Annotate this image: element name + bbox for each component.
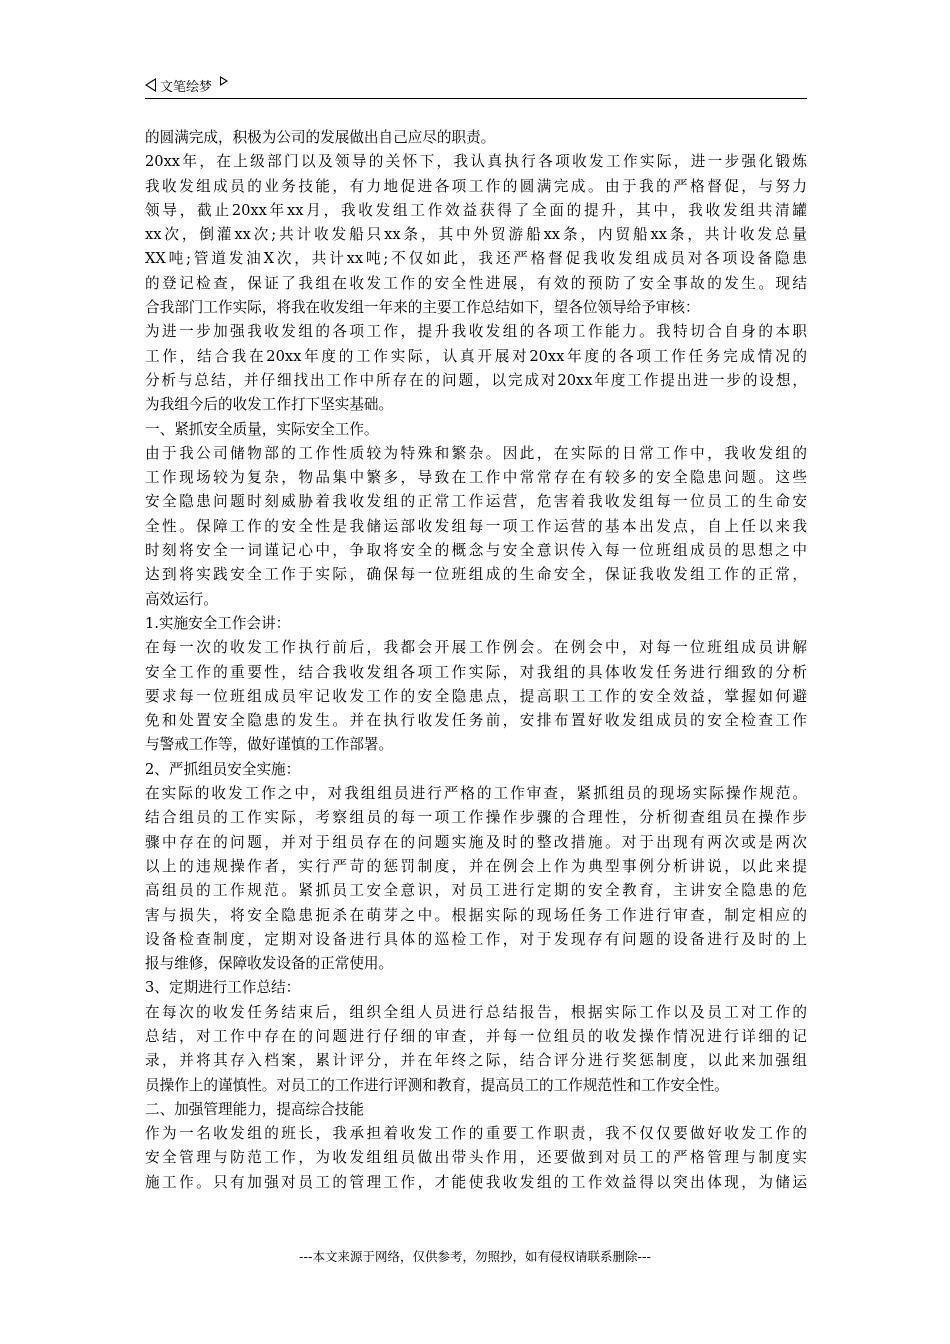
text-line: 录，并将其存入档案，累计评分，并在年终之际，结合评分进行奖惩制度，以此来加强组 — [145, 1052, 807, 1070]
text-line: 结合组员的工作实际，考察组员的每一项工作操作步骤的合理性，分析彻查组员在操作步 — [145, 809, 807, 827]
text-line: 全性。保障工作的安全性是我储运部收发组每一项工作运营的基本出发点，自上任以来我 — [145, 517, 807, 535]
text-line: 在每一次的收发工作执行前后，我都会开展工作例会。在例会中，对每一位班组成员讲解 — [145, 639, 807, 657]
text-line: xx次，倒灌xx次;共计收发船只xx条，其中外贸游船xx条，内贸船xx条，共计收发总量 — [145, 226, 807, 244]
text-line: 高组员的工作规范。紧抓员工安全意识，对员工进行定期的安全教育，主讲安全隐患的危 — [145, 882, 807, 900]
footer-disclaimer: ---本文来源于网络，仅供参考，勿照抄，如有侵权请联系删除--- — [298, 1249, 652, 1264]
triangle-left-icon — [145, 78, 156, 92]
text-line: 领导，截止20xx年xx月，我收发组工作效益获得了全面的提升，其中，我收发组共清罐 — [145, 201, 807, 219]
document-body — [145, 126, 807, 1195]
text-line: 施工作。只有加强对员工的管理工作，才能使我收发组的工作效益得以突出体现，为储运 — [145, 1173, 807, 1191]
text-line: 设备检查制度，定期对设备进行具体的巡检工作，对于发现存有问题的设备进行及时的上 — [145, 930, 807, 948]
text-line: 的登记检查，保证了我组在收发工作的安全性进展，有效的预防了安全事故的发生。现结 — [145, 274, 807, 292]
text-line: 与警戒工作等，做好谨慎的工作部署。 — [145, 736, 394, 754]
text-line: 的圆满完成，积极为公司的发展做出自己应尽的职责。 — [145, 129, 496, 146]
text-line: 在每次的收发任务结束后，组织全组人员进行总结报告，根据实际工作以及员工对工作的 — [145, 1003, 807, 1021]
text-line: 以上的违规操作者，实行严苛的惩罚制度，并在例会上作为典型事例分析讲说，以此来提 — [145, 857, 807, 875]
text-line: 工作现场较为复杂，物品集中繁多，导致在工作中常常存在有较多的安全隐患问题。这些 — [145, 469, 807, 487]
text-line: 总结，对工作中存在的问题进行仔细的审查，并每一位组员的收发操作情况进行详细的记 — [145, 1027, 807, 1045]
page-header — [145, 74, 807, 99]
text-line: 在实际的收发工作之中，对我组组员进行严格的工作审查，紧抓组员的现场实际操作规范。 — [145, 785, 807, 803]
text-line: 达到将实践安全工作于实际，确保每一位班组成的生命安全，保证我收发组工作的正常， — [145, 566, 807, 584]
text-line: 分析与总结，并仔细找出工作中所存在的问题，以完成对20xx年度工作提出进一步的设想， — [145, 371, 807, 389]
text-line: 为进一步加强我收发组的各项工作，提升我收发组的各项工作能力。我特切合自身的本职 — [145, 323, 807, 341]
text-line: 害与损失，将安全隐患扼杀在萌芽之中。根据实际的现场任务工作进行审查，制定相应的 — [145, 906, 807, 924]
text-line: 二、加强管理能力，提高综合技能 — [145, 1100, 364, 1118]
text-line: 一、紧抓安全质量，实际安全工作。 — [145, 420, 379, 438]
text-line: 安全隐患问题时刻威胁着我收发组的正常工作运营，危害着我收发组每一位员工的生命安 — [145, 493, 807, 511]
text-line: 2、严抓组员安全实施： — [145, 760, 301, 778]
text-line: 作为一名收发组的班长，我承担着收发工作的重要工作职责，我不仅仅要做好收发工作的 — [145, 1125, 807, 1143]
text-line: 高效运行。 — [145, 590, 218, 608]
text-line: 员操作上的谨慎性。对员工的工作进行评测和教育，提高员工的工作规范性和工作安全性。 — [145, 1076, 729, 1094]
text-line: 由于我公司储物部的工作性质较为特殊和繁杂。因此，在实际的日常工作中，我收发组的 — [145, 444, 807, 462]
text-line: 安全管理与防范工作，为收发组组员做出带头作用，还要做到对员工的严格管理与制度实 — [145, 1149, 807, 1167]
text-line: 免和处置安全隐患的发生。并在执行收发任务前，安排布置好收发组成员的安全检查工作 — [145, 712, 807, 730]
text-line: 为我组今后的收发工作打下坚实基础。 — [145, 396, 394, 414]
text-line: XX吨;管道发油X次，共计xx吨;不仅如此，我还严格督促我收发组成员对各项设备隐患 — [145, 250, 807, 268]
text-line: 报与维修，保障收发设备的正常使用。 — [145, 955, 394, 973]
text-line: 安全工作的重要性，结合我收发组各项工作实际，对我组的具体收发任务进行细致的分析 — [145, 663, 807, 681]
text-line: 合我部门工作实际，将我在收发组一年来的主要工作总结如下，望各位领导给予审核： — [145, 299, 700, 317]
triangle-right-icon — [220, 76, 228, 86]
text-line: 骤中存在的问题，并对于组员存在的问题实施及时的整改措施。对于出现有两次或是两次 — [145, 833, 807, 851]
text-line: 时刻将安全一词谨记心中，争取将安全的概念与安全意识传入每一位班组成员的思想之中 — [145, 542, 807, 560]
header-brand: 文笔绘梦 — [160, 79, 213, 95]
text-line: 20xx年，在上级部门以及领导的关怀下，我认真执行各项收发工作实际，进一步强化锻炼 — [145, 153, 807, 171]
text-line: 我收发组成员的业务技能，有力地促进各项工作的圆满完成。由于我的严格督促，与努力 — [145, 177, 807, 195]
text-line: 3、定期进行工作总结： — [145, 979, 301, 997]
text-line: 要求每一位班组成员牢记收发工作的安全隐患点，提高职工工作的安全效益，掌握如何避 — [145, 687, 807, 705]
text-line: 工作，结合我在20xx年度的工作实际，认真开展对20xx年度的各项工作任务完成情况的 — [145, 347, 807, 365]
text-line: 1.实施安全工作会讲： — [145, 614, 291, 632]
